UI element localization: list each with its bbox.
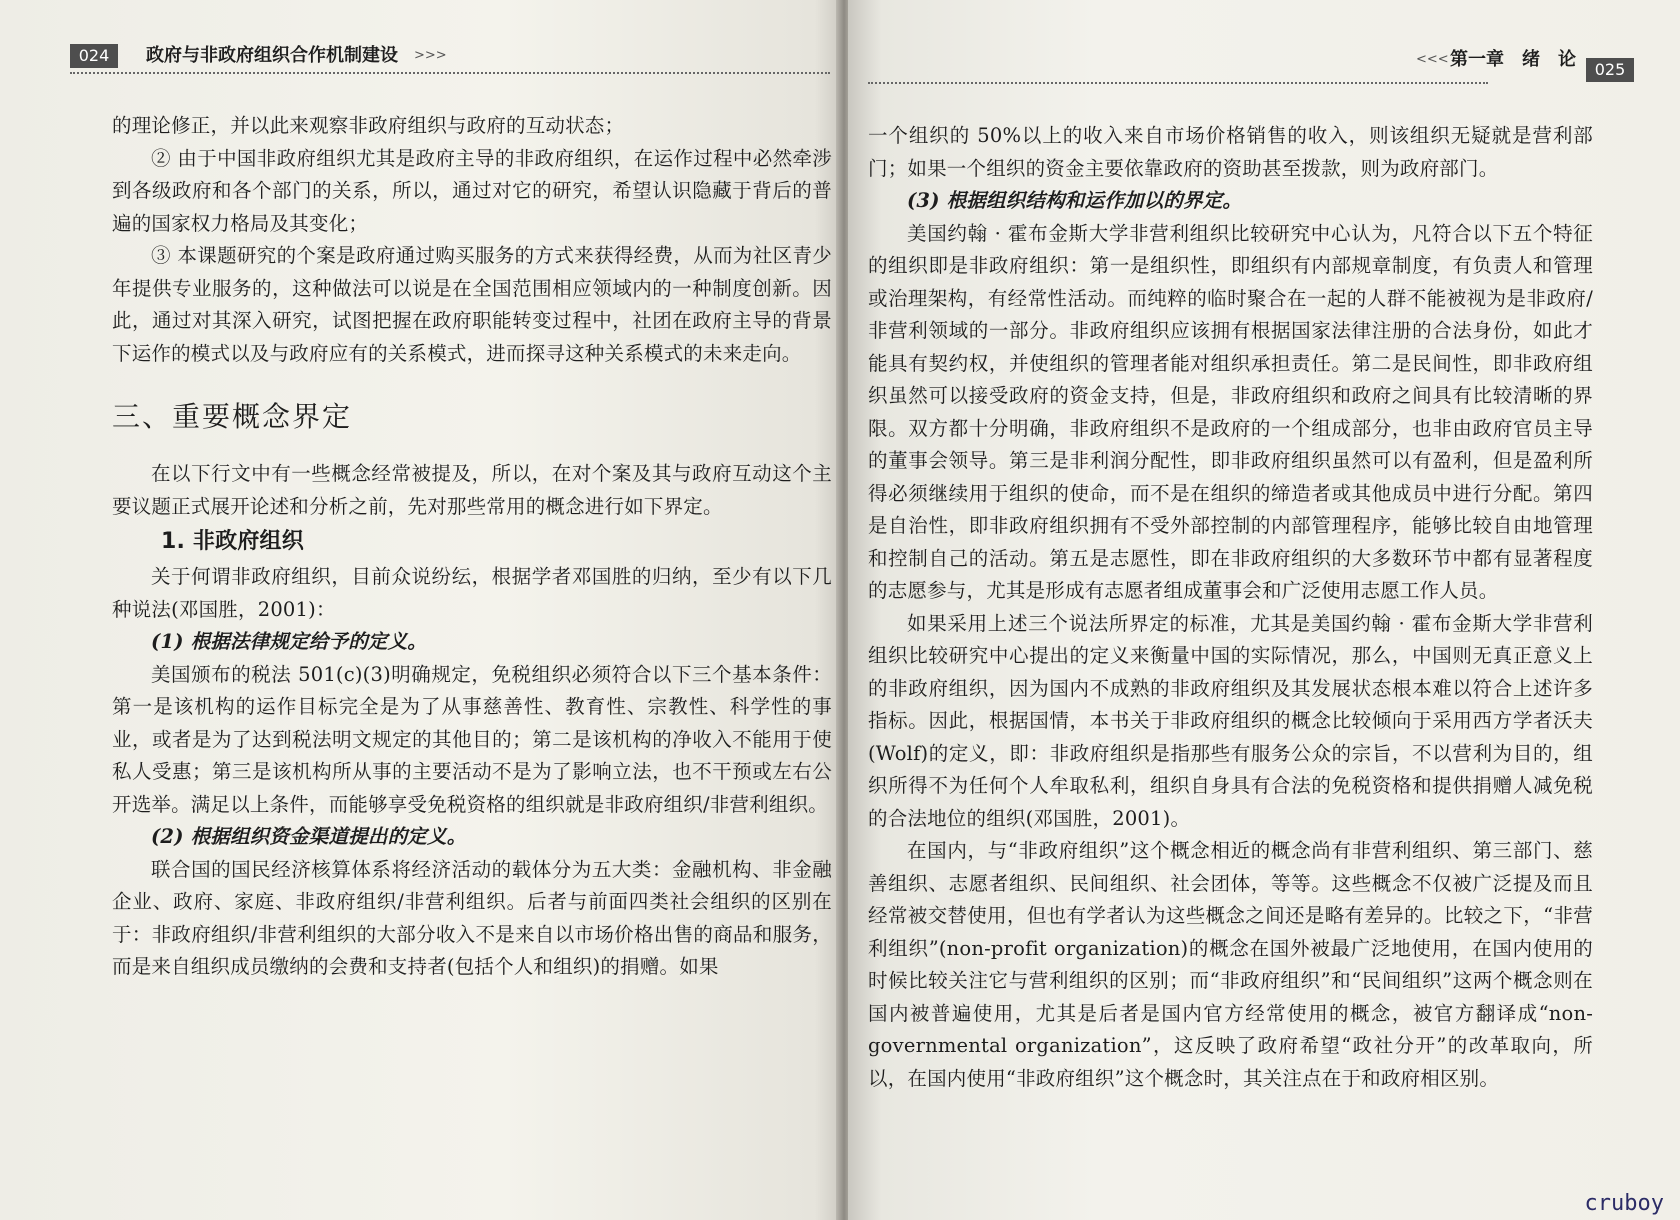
section-heading: 三、重要概念界定 [112,400,353,433]
paragraph: ② 由于中国非政府组织尤其是政府主导的非政府组织，在运作过程中必然牵涉到各级政府和各个部门的关系，所以，通过对它的研究，希望认识隐藏于背后的普遍的国家权力格局及其变化； [112,146,832,235]
paragraph: 美国颁布的税法 501(c)(3)明确规定，免税组织必须符合以下三个基本条件：第一是该机构的运作目标完全是为了从事慈善性、教育性、宗教性、科学性的事业，或者是为了达到税法明文规定的其他目的；第二是该机构的净收入不能用于使私人受惠；第三是该机构所从事的主要活动不是为了影响立法，也不干预或左右公开选举。满足以上条件，而能够享受免税资格的组织就是非政府组织/非营利组织。 [112,662,832,816]
right-page-number: 025 [1586,58,1634,82]
subheading: (3) 根据组织结构和运作加以的界定。 [907,189,1243,212]
right-page [848,0,1680,1220]
subheading: (2) 根据组织资金渠道提出的定义。 [151,825,467,848]
chapter-title: 第一章 绪 论 [1450,49,1576,70]
paragraph: 在国内，与“非政府组织”这个概念相近的概念尚有非营利组织、第三部门、慈善组织、志愿者组织、民间组织、社会团体，等等。这些概念不仅被广泛提及而且经常被交替使用，但也有学者认为这些概念之间还是略有差异的。比较之下，“非营利组织”(non-profit organization)的概念在国外被最广泛地使用，在国内使用的时候比较关注它与营利组织的区别；而“非政府组织”和“民间组织”这两个概念则在国内被普遍使用，尤其是后者是国内官方经常使用的概念，被官方翻译成“non-governmental organization”，这反映了政府希望“政社分开”的改革取向，所以，在国内使用“非政府组织”这个概念时，其关注点在于和政府相区别。 [868,839,1593,1090]
subheading: (1) 根据法律规定给予的定义。 [151,630,428,653]
paragraph: 联合国的国民经济核算体系将经济活动的载体分为五大类：金融机构、非金融企业、政府、家庭、非政府组织/非营利组织。后者与前面四类社会组织的区别在于：非政府组织/非营利组织的大部分收入不是来自以市场价格出售的商品和服务，而是来自组织成员缴纳的会费和支持者(包括个人和组织)的捐赠。如果 [112,857,832,978]
book-title: 政府与非政府组织合作机制建设 [146,45,398,66]
left-running-header [70,44,830,70]
paragraph: 美国约翰 · 霍布金斯大学非营利组织比较研究中心认为，凡符合以下五个特征的组织即是非政府组织：第一是组织性，即组织有内部规章制度，有负责人和管理或治理架构，有经常性活动。而纯粹的临时聚合在一起的人群不能被视为是非政府/非营利领域的一部分。非政府组织应该拥有根据国家法律注册的合法身份，如此才能具有契约权，并使组织的管理者能对组织承担责任。第二是民间性，即非政府组织虽然可以接受政府的资金支持，但是，非政府组织和政府之间具有比较清晰的界限。双方都十分明确，非政府组织不是政府的一个组成部分，也非由政府官员主导的董事会领导。第三是非利润分配性，即非政府组织虽然可以有盈利，但是盈利所得必须继续用于组织的使命，而不是在组织的缔造者或其他成员中进行分配。第四是自治性，即非政府组织拥有不受外部控制的内部管理程序，能够比较自由地管理和控制自己的活动。第五是志愿性，即在非政府组织的大多数环节中都有显著程度的志愿参与，尤其是形成有志愿者组成董事会和广泛使用志愿工作人员。 [868,221,1593,602]
numbered-heading: 1. 非政府组织 [161,529,304,554]
left-page-number: 024 [70,44,118,68]
watermark: cruboy [1584,1191,1664,1216]
paragraph: 在以下行文中有一些概念经常被提及，所以，在对个案及其与政府互动这个主要议题正式展开论述和分析之前，先对那些常用的概念进行如下界定。 [112,462,832,518]
paragraph: 关于何谓非政府组织，目前众说纷纭，根据学者邓国胜的归纳，至少有以下几种说法(邓国胜，2001)： [112,565,832,621]
continued-paragraph: 的理论修正，并以此来观察非政府组织与政府的互动状态； [112,114,625,137]
header-arrows: >>> [414,48,447,63]
right-page-body [868,120,1593,1095]
continued-paragraph: 一个组织的 50%以上的收入来自市场价格销售的收入，则该组织无疑就是营利部门；如果一个组织的资金主要依靠政府的资助甚至拨款，则为政府部门。 [868,124,1593,180]
header-dotted-rule [868,82,1488,84]
right-running-header [868,44,1648,79]
left-page-body [112,110,832,984]
paragraph: ③ 本课题研究的个案是政府通过购买服务的方式来获得经费，从而为社区青少年提供专业服务的，这种做法可以说是在全国范围相应领域内的一种制度创新。因此，通过对其深入研究，试图把握在政府职能转变过程中，社团在政府主导的背景下运作的模式以及与政府应有的关系模式，进而探寻这种关系模式的未来走向。 [112,244,832,365]
paragraph: 如果采用上述三个说法所界定的标准，尤其是美国约翰 · 霍布金斯大学非营利组织比较研究中心提出的定义来衡量中国的实际情况，那么，中国则无真正意义上的非政府组织，因为国内不成熟的非政府组织及其发展状态根本难以符合上述许多指标。因此，根据国情，本书关于非政府组织的概念比较倾向于采用西方学者沃夫(Wolf)的定义，即：非政府组织是指那些有服务公众的宗旨，不以营利为目的，组织所得不为任何个人牟取私利，组织自身具有合法的免税资格和提供捐赠人减免税的合法地位的组织(邓国胜，2001)。 [868,611,1593,830]
header-arrows: <<< [1416,52,1449,67]
header-dotted-rule [70,72,830,74]
